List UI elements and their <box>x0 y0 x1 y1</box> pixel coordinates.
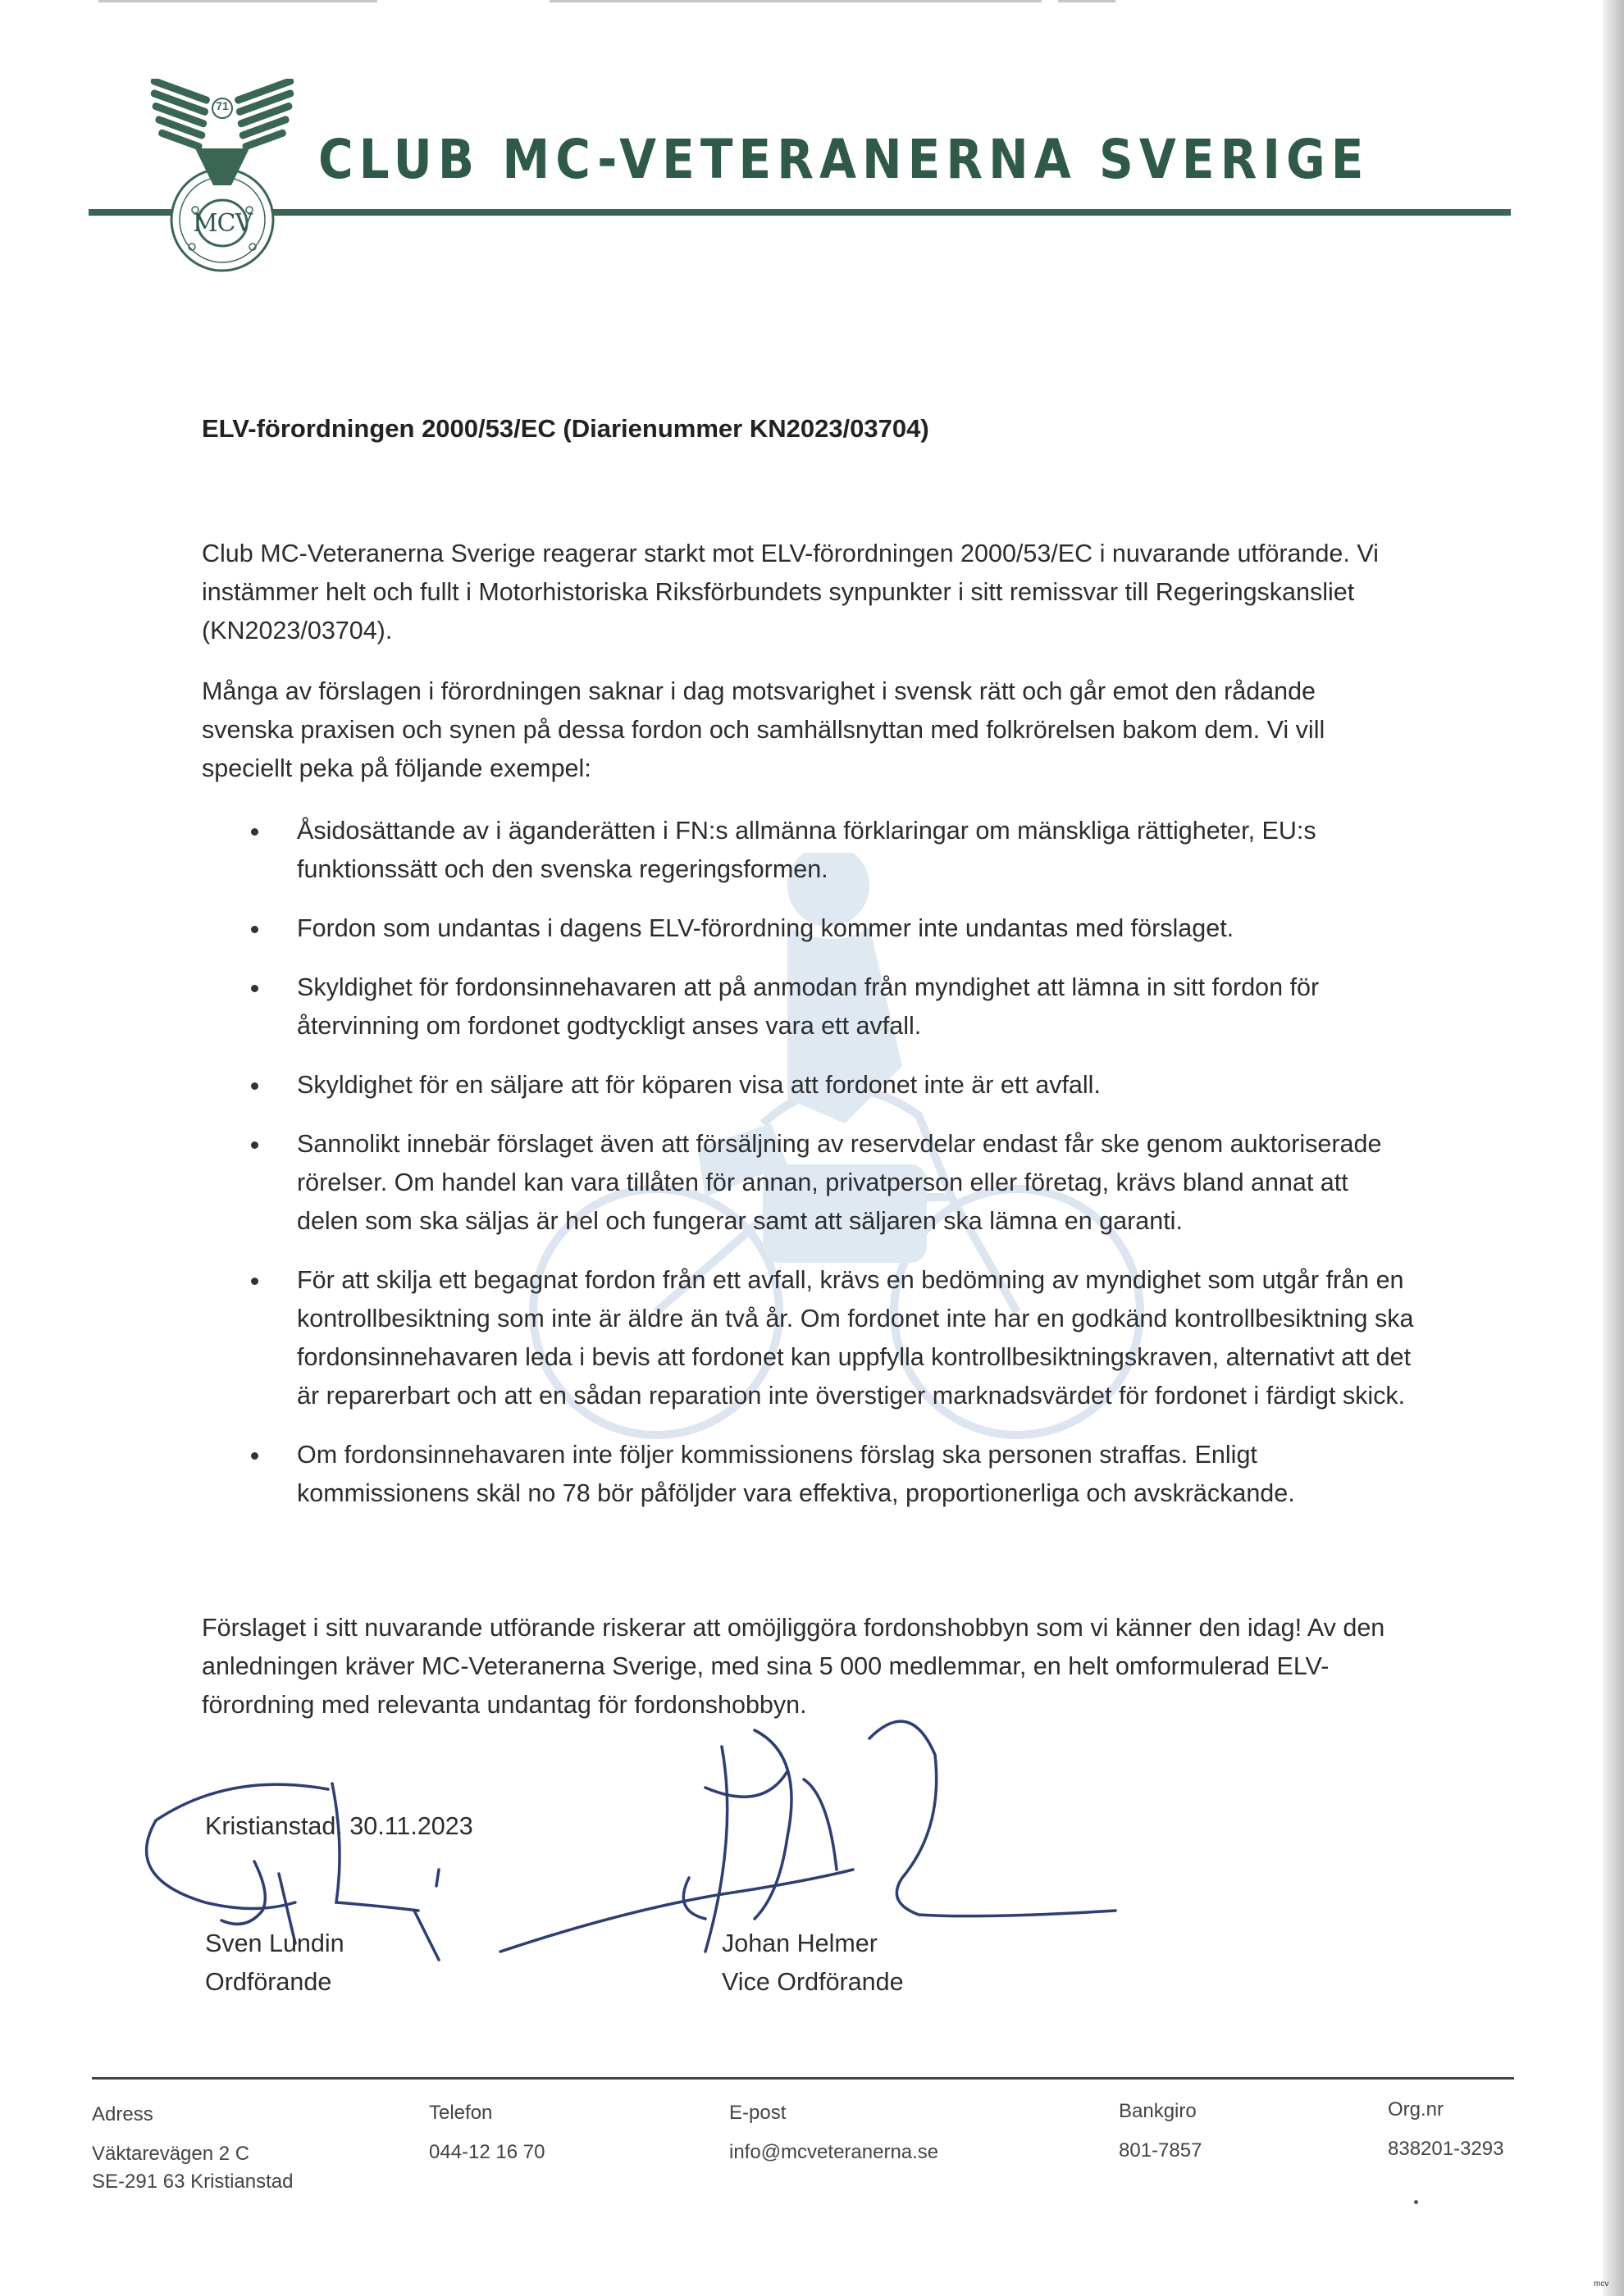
footer-org-nr <box>1388 2096 1503 2163</box>
list-item-text: Skyldighet för fordonsinnehavaren att på anmodan från myndighet att lämna in sitt fordon för återvinning om fordonet godtyckligt anses vara ett avfall. <box>297 973 1320 1040</box>
footer-label: Telefon <box>429 2102 493 2124</box>
context-paragraph: Många av förslagen i förordningen saknar i dag motsvarighet i svensk rätt och går emot den rådande svenska praxisen och synen på dessa fordon och samhällsnyttan med folkrörelsen bakom dem. Vi vill speciellt peka på följande exempel: <box>202 677 1325 782</box>
list-item <box>251 1125 1416 1241</box>
list-item-text: Om fordonsinnehavaren inte följer kommissionens förslag ska personen straffas. Enligt kommissionens skäl no 78 bör påföljder vara effektiva, proportionerliga och avskräckande. <box>297 1441 1295 1507</box>
list-item-text: Sannolikt innebär förslaget även att försäljning av reservdelar endast får ske genom auktoriserade rörelser. Om handel kan vara tillåten för annan, privatperson eller företag, krävs bland annat att delen som ska säljas är hel och fungerar samt att säljaren ska lämna en garanti. <box>297 1130 1382 1235</box>
example-list <box>251 812 1416 1533</box>
bullet-icon <box>251 926 258 933</box>
footer-value: 801-7857 <box>1119 2139 1202 2162</box>
bullet-icon <box>251 1452 258 1460</box>
scan-edge <box>1603 0 1624 2296</box>
scan-dot <box>1414 2200 1418 2204</box>
scan-artifact <box>1058 0 1115 2</box>
bullet-icon <box>251 828 258 836</box>
signatory-name: Johan Helmer <box>722 1929 878 1957</box>
footer-bankgiro <box>1119 2098 1202 2165</box>
list-item <box>251 1436 1416 1513</box>
list-item-text: Fordon som undantas i dagens ELV-förordning kommer inte undantas med förslaget. <box>297 914 1234 942</box>
list-item-text: Åsidosättande av i äganderätten i FN:s allmänna förklaringar om mänskliga rättigheter, EU:s funktionssätt och den svenska regeringsformen. <box>297 817 1316 883</box>
closing-paragraph: Förslaget i sitt nuvarande utförande riskerar att omöjliggöra fordonshobbyn som vi känner den idag! Av den anledningen kräver MC-Veteranerna Sverige, med sina 5 000 medlemmar, en helt omformulerad ELV-förordning med relevanta undantag för fordonshobbyn. <box>202 1614 1385 1719</box>
bullet-icon <box>251 1141 258 1149</box>
footer-label: Adress <box>92 2103 153 2125</box>
list-item <box>251 1066 1416 1105</box>
place-date: Kristianstad, 30.11.2023 <box>205 1812 473 1840</box>
footer-value: SE-291 63 Kristianstad <box>92 2171 294 2193</box>
scan-artifact <box>550 0 1042 2</box>
signatory-name: Sven Lundin <box>205 1929 344 1957</box>
footer-label: Bankgiro <box>1119 2100 1197 2122</box>
list-item-text: För att skilja ett begagnat fordon från ett avfall, krävs en bedömning av myndighet som utgår från en kontrollbesiktning som inte är äldre än två år. Om fordonet inte har en godkänd kontrollbesiktning ska fordonsinnehavaren leda i bevis att fordonet kan uppfylla kontrollbesiktningskraven, alternativt att det är reparerbart och att en sådan reparation inte överstiger marknadsvärdet för fordonet i färdigt skick. <box>297 1266 1414 1410</box>
footer-value: info@mcveteranerna.se <box>729 2141 939 2163</box>
signatory-title: Vice Ordförande <box>722 1968 904 1996</box>
bullet-icon <box>251 985 258 992</box>
bullet-icon <box>251 1278 258 1285</box>
handwritten-signatures <box>131 1706 1148 1968</box>
footer-label: Org.nr <box>1388 2098 1444 2121</box>
footer-value: 044-12 16 70 <box>429 2141 545 2163</box>
list-item <box>251 968 1416 1046</box>
footer-value: 838201-3293 <box>1388 2138 1504 2160</box>
list-item <box>251 1261 1416 1415</box>
intro-paragraph: Club MC-Veteranerna Sverige reagerar starkt mot ELV-förordningen 2000/53/EC i nuvarande utförande. Vi instämmer helt och fullt i Motorhistoriska Riksförbundets synpunkter i sitt remissvar till Regeringskansliet (KN2023/03704). <box>202 540 1379 645</box>
footer-rule <box>92 2077 1514 2080</box>
logo-monogram: MCV <box>192 209 253 238</box>
list-item <box>251 812 1416 889</box>
list-item-text: Skyldighet för en säljare att för köparen visa att fordonet inte är ett avfall. <box>297 1071 1101 1099</box>
footer-phone <box>429 2099 545 2166</box>
footer-address <box>92 2101 293 2196</box>
club-name: CLUB MC-VETERANERNA SVERIGE <box>318 128 1370 191</box>
list-item <box>251 909 1416 948</box>
footer-email <box>729 2099 938 2166</box>
footer-value: Väktarevägen 2 C <box>92 2143 250 2165</box>
signatory-title: Ordförande <box>205 1968 332 1996</box>
bullet-icon <box>251 1082 258 1090</box>
letter-subject: ELV-förordningen 2000/53/EC (Diarienummer KN2023/03704) <box>202 414 929 443</box>
logo-badge: 71 <box>216 99 229 112</box>
footer-label: E-post <box>729 2102 787 2124</box>
scan-artifact <box>98 0 377 2</box>
page-stamp: mcv <box>1594 2280 1609 2289</box>
